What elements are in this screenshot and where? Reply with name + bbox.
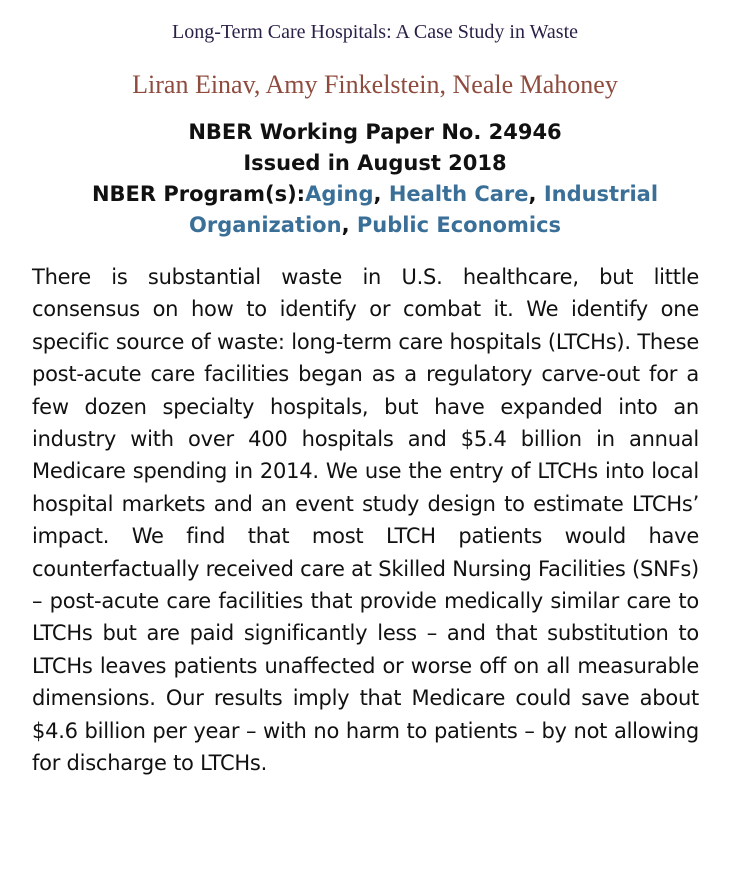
paper-title: Long-Term Care Hospitals: A Case Study in Waste [171, 21, 578, 43]
program-link-aging[interactable]: Aging [305, 182, 374, 206]
program-link-health-care[interactable]: Health Care [388, 182, 529, 206]
programs-line-1: NBER Program(s):Aging, Health Care, Industrial [91, 182, 659, 206]
paper-metadata [20, 117, 730, 241]
programs-label: NBER Program(s): [91, 182, 306, 206]
program-link-industrial-organization-part-2[interactable]: Organization [188, 213, 342, 237]
abstract-text: There is substantial waste in U.S. healthcare, but little consensus on how to identify or combat it. We identify one specific source of waste: long-term care hospitals (LTCHs). These post-acute care facilities began as a regulatory carve-out for a few dozen specialty hospitals, but have expanded into an industry with over 400 hospitals and $5.4 billion in annual Medicare spending in 2014. We use the entry of LTCHs into local hospital markets and an event study design to estimate LTCHs’ impact. We find that most LTCH patients would have counterfactually received care at Skilled Nursing Facilities (SNFs) – post-acute care facilities that provide medically similar care to LTCHs but are paid significantly less – and that substitution to LTCHs leaves patients unaffected or worse off on all measurable dimensions. Our results imply that Medicare could save about $4.6 billion per year – with no harm to patients – by not allowing for discharge to LTCHs. [32, 265, 699, 776]
program-link-industrial-organization-part-1[interactable]: Industrial [543, 182, 659, 206]
program-link-public-economics[interactable]: Public Economics [356, 213, 562, 237]
programs-line-2: Organization, Public Economics [188, 213, 562, 237]
working-paper-number: NBER Working Paper No. 24946 [188, 120, 562, 144]
paper-authors: Liran Einav, Amy Finkelstein, Neale Mahoney [132, 70, 618, 99]
issue-date: Issued in August 2018 [243, 151, 507, 175]
